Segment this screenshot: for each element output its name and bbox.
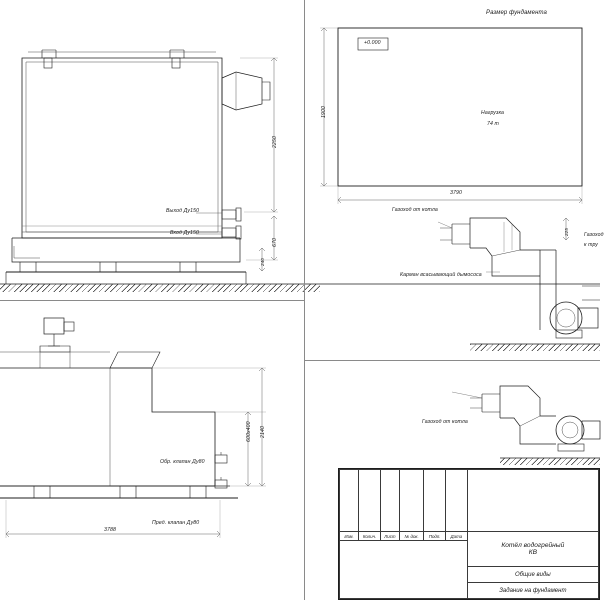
front-check-valve-label: Обр. клапан Ду80 (160, 459, 205, 465)
foundation-dim-height: 1900 (321, 106, 327, 118)
tb-col-izm: Изм. (340, 532, 359, 541)
tb-col-podp: Подп. (424, 532, 446, 541)
tb-col-list: Лист (380, 532, 399, 541)
side-dim-2250: 2250 (272, 136, 278, 148)
front-dim-3788: 3788 (104, 527, 116, 533)
front-dim-600x400: 600x400 (246, 421, 252, 442)
tb-col-data: Дата (445, 532, 467, 541)
zone-divider-right (304, 360, 600, 361)
flue-bottom-label: Газоход от котла (422, 419, 468, 425)
tb-doc-title-2: Задание на фундамент (467, 583, 598, 599)
flue-duct-label-1: Газоход (584, 232, 604, 238)
side-dim-670: 670 (272, 238, 278, 247)
foundation-load-value: 74 т (487, 121, 499, 127)
front-dim-2140: 2140 (260, 426, 266, 438)
title-block (338, 468, 600, 600)
side-outlet-label: Выход Ду150 (166, 208, 200, 214)
zone-divider-vertical (304, 0, 305, 600)
foundation-title: Размер фундамента (486, 10, 547, 16)
front-relief-valve-label: Пред. клапан Ду80 (152, 520, 200, 526)
tb-object-model: КВ (528, 549, 537, 556)
side-inlet-label: Вход Ду150 (170, 230, 199, 236)
side-dim-240: 240 (260, 258, 265, 266)
tb-object-name: Котёл водогрейный (501, 542, 565, 549)
foundation-load-label: Нагрузка (481, 110, 505, 116)
foundation-elevation-tag: +0.000 (364, 40, 381, 46)
flue-duct-label-2: к тру (584, 242, 598, 248)
flue-dim-225: 225 (564, 228, 569, 236)
tb-doc-title-1: Общие виды (467, 567, 598, 583)
ground-hatch-flue-1 (470, 344, 600, 351)
tb-col-ndoc: № док. (399, 532, 423, 541)
ground-hatch-flue-2 (500, 458, 600, 465)
tb-col-kolich: Колич. (359, 532, 381, 541)
foundation-dim-width: 3790 (450, 190, 462, 196)
zone-divider-horizontal (0, 300, 304, 301)
flue-top-damper-label: Карман всасывающий дымососа (400, 272, 482, 278)
ground-hatch (0, 284, 320, 292)
flue-top-label: Газоход от котла (392, 207, 438, 213)
